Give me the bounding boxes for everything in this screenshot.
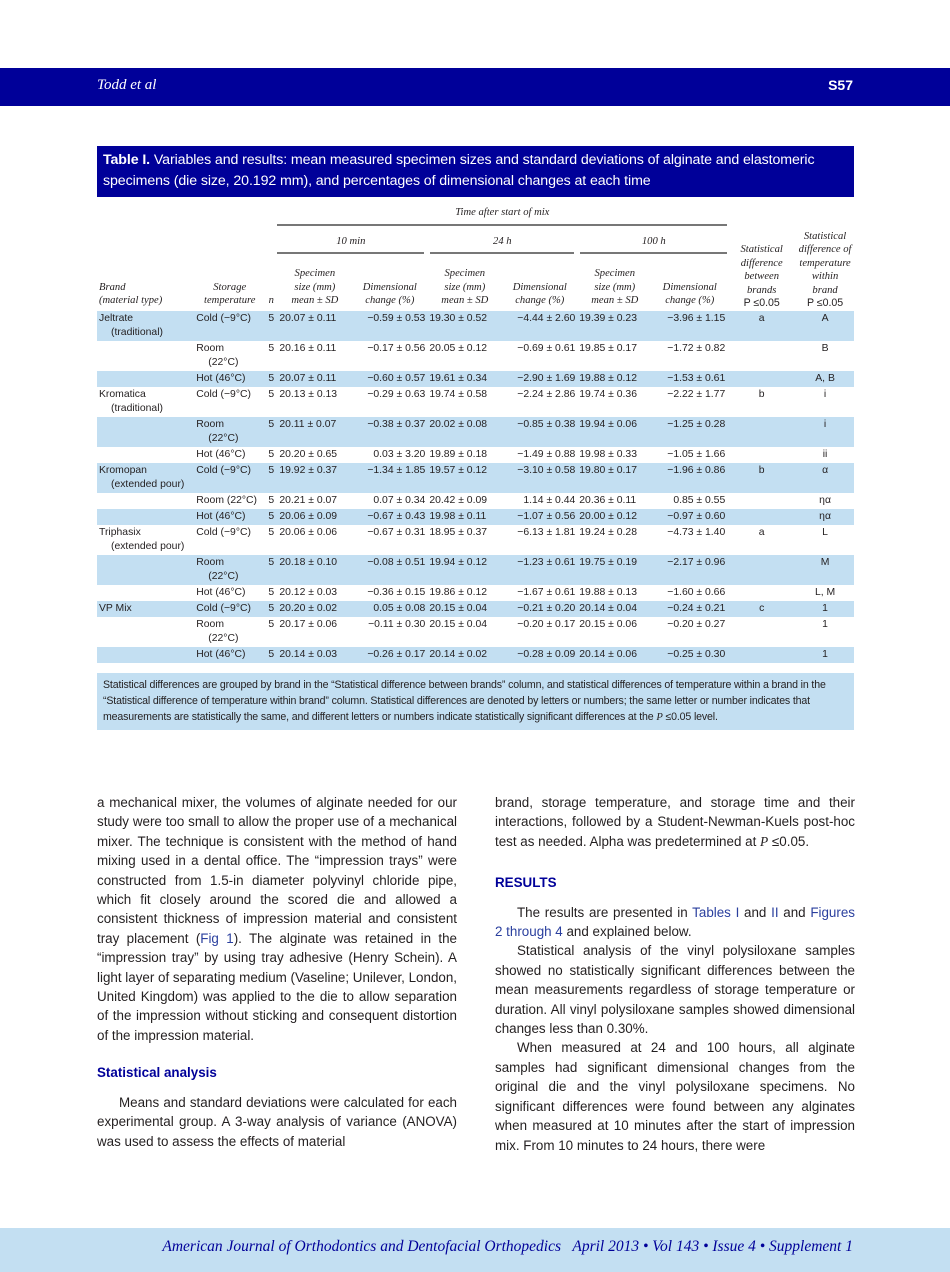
cell-d24: −3.10 ± 0.58 [502,463,577,493]
running-header [0,68,950,106]
table-row [97,387,854,417]
cell-within-brand: A [796,311,854,341]
cell-d10: −0.11 ± 0.30 [368,618,426,630]
paragraph: a mechanical mixer, the volumes of alginate needed for our study were too small to allow the proper use of a mechanical mixer. The technique is consistent with the method of hand mixing used in a dental office. The “impression trays” were constructed from 1.5-in diameter polyvinyl chloride pipe, which fit closely around the scored die and allowed a consistent thickness of impression material and consistent tray placement (Fig 1). The alginate was retained in the “impression tray” by using tray adhesive (Henry Schein). A light layer of separating medium (Vaseline; Unilever, London, United Kingdom) was applied to the die to allow separation of the impression without sticking and consequent distortion of the impression material. [97,795,458,1043]
cell-within-brand: α [796,463,854,493]
cell-brand [97,617,194,647]
header-storage-temp: Storage temperature [204,281,256,306]
header-within-brand: Statistical difference of temperature within brand P ≤0.05 [798,230,852,309]
cell-n: 5 [268,526,275,538]
cell-d10: −0.67 ± 0.31 [367,526,426,538]
cell-storage-temp: Room (22°C) [194,417,265,447]
cell-d100: −1.53 ± 0.61 [652,371,727,387]
cell-s100: 20.14 ± 0.04 [577,601,652,617]
cell-d10: −0.38 ± 0.37 [352,417,427,447]
cell-within-brand: i [796,417,854,447]
cell-storage-temp: Hot (46°C) [196,448,246,460]
running-header-authors: Todd et al [97,77,157,93]
cell-s100: 20.36 ± 0.11 [579,494,637,506]
table-title: Variables and results: mean measured specimen sizes and standard deviations of alginate and elastomeric specimens (die size, 20.192 mm), and percentages of dimensional changes at each time [103,152,815,189]
cell-n: 5 [268,494,275,506]
cell-within-brand: B [821,342,829,354]
table-row [97,417,854,447]
cell-d24: 1.14 ± 0.44 [523,494,576,506]
cell-n: 5 [265,647,277,663]
cell-d100: −2.22 ± 1.77 [667,388,726,400]
cell-d10: −0.17 ± 0.56 [367,342,426,354]
cell-storage-temp: Cold (−9°C) [194,463,265,493]
cell-d100: −1.96 ± 0.86 [652,463,727,493]
cell-brand: Jeltrate (traditional) [97,311,194,341]
cell-s10: 20.06 ± 0.09 [277,509,352,525]
cell-s24: 20.42 ± 0.09 [429,494,488,506]
paragraph: When measured at 24 and 100 hours, all alginate samples had significant dimensional changes from the original die and the vinyl polysiloxane specimens. No significant differences were found between any alginates when measured at 10 minutes after the start of impression mix. From 10 minutes to 24 hours, there were [495,1040,855,1153]
cell-d24: −6.13 ± 1.81 [517,526,576,538]
cell-within-brand: i [823,388,827,400]
header-size-100h: Specimen size (mm) mean ± SD [591,268,639,306]
cell-d24: −1.07 ± 0.56 [502,509,577,525]
cell-brand [97,509,194,525]
cell-brand [97,447,194,463]
spanner-time-after-mix: Time after start of mix [277,206,727,225]
cell-between-brands: b [727,463,796,493]
cell-brand [97,341,194,371]
cell-brand: VP Mix [97,601,194,617]
cell-storage-temp: Cold (−9°C) [196,388,251,400]
cell-within-brand: 1 [822,618,828,630]
cell-s100: 20.14 ± 0.06 [577,647,652,663]
section-heading-results: RESULTS [495,875,557,891]
cell-s10: 20.07 ± 0.11 [277,311,352,341]
cell-d100: −1.60 ± 0.66 [667,586,726,598]
cell-within-brand: ηα [796,509,854,525]
cell-between-brands [727,585,796,601]
cell-s100: 19.39 ± 0.23 [577,311,652,341]
cell-d100: −1.25 ± 0.28 [652,417,727,447]
cell-brand [97,555,194,585]
cell-n: 5 [265,417,277,447]
cell-between-brands: a [758,526,765,538]
cell-within-brand: ii [822,448,828,460]
group-10min: 10 min [277,230,427,254]
cell-storage-temp: Hot (46°C) [196,586,246,598]
table-row [97,585,854,601]
cell-within-brand: M [796,555,854,585]
cell-brand [97,417,194,447]
cell-s24: 19.57 ± 0.12 [427,463,502,493]
cell-d10: −1.34 ± 1.85 [352,463,427,493]
header-between-brands: Statistical difference between brands P ≤0.05 [740,244,783,309]
cell-n: 5 [268,388,275,400]
paragraph: Means and standard deviations were calculated for each experimental group. A 3-way analysis of variance (ANOVA) was used to assess the effects of material [97,1094,457,1149]
table-row [97,509,854,525]
cell-storage-temp: Cold (−9°C) [196,526,251,538]
cell-d10: −0.36 ± 0.15 [367,586,426,598]
cell-between-brands [727,447,796,463]
cell-n: 5 [265,555,277,585]
cell-n: 5 [265,509,277,525]
cell-s24: 18.95 ± 0.37 [429,526,488,538]
cell-n: 5 [268,618,275,630]
cell-storage-temp: Room (22°C) [194,555,265,585]
table-row [97,493,854,509]
table-footnote: Statistical differences are grouped by brand in the “Statistical difference between brands” column, and statistical differences of temperature within a brand in the “Statistical difference of temperature within brand” column. Statistical differences are denoted by letters or numbers; the same letter or number indicates that measurements are statistically the same, and different letters or numbers indicate statistically significant differences at the P ≤0.05 level. [97,673,854,730]
cell-d24: −0.69 ± 0.61 [517,342,576,354]
cell-s24: 20.15 ± 0.04 [429,618,488,630]
cell-s10: 20.20 ± 0.02 [277,601,352,617]
table-row [97,371,854,387]
cell-d10: 0.05 ± 0.08 [352,601,427,617]
cell-d24: −0.20 ± 0.17 [517,618,576,630]
cell-between-brands [727,417,796,447]
cell-between-brands: a [727,311,796,341]
cell-s10: 20.18 ± 0.10 [277,555,352,585]
cell-within-brand: 1 [796,647,854,663]
cell-d24: −0.21 ± 0.20 [502,601,577,617]
cell-d10: −0.60 ± 0.57 [352,371,427,387]
cell-d100: −0.24 ± 0.21 [652,601,727,617]
cell-brand [97,371,194,387]
tables-1-link[interactable]: Tables I [692,904,740,920]
cell-s10: 20.11 ± 0.07 [277,417,352,447]
cell-d100: −1.05 ± 1.66 [667,448,726,460]
header-size-10min: Specimen size (mm) mean ± SD [291,268,339,306]
cell-s100: 19.85 ± 0.17 [579,342,637,354]
figures-link[interactable]: Figures 2 through 4 [495,904,855,940]
cell-within-brand: A, B [796,371,854,387]
table-1 [97,146,854,730]
cell-d10: −0.08 ± 0.51 [352,555,427,585]
cell-between-brands [727,509,796,525]
body-column-right [495,793,855,1155]
group-24h: 24 h [427,230,577,254]
running-footer [0,1228,950,1272]
cell-brand: Triphasix (extended pour) [99,526,185,552]
cell-s100: 19.74 ± 0.36 [579,388,637,400]
cell-s10: 19.92 ± 0.37 [277,463,352,493]
cell-n: 5 [265,311,277,341]
cell-n: 5 [268,586,275,598]
cell-d10: 0.07 ± 0.34 [373,494,426,506]
cell-d100: −2.17 ± 0.96 [652,555,727,585]
body-column-left [97,793,457,1151]
cell-d24: −0.28 ± 0.09 [502,647,577,663]
table-row [97,601,854,617]
cell-s24: 19.89 ± 0.18 [429,448,488,460]
cell-storage-temp: Cold (−9°C) [194,311,265,341]
cell-n: 5 [265,371,277,387]
page-number: S57 [828,77,853,93]
cell-n: 5 [268,448,275,460]
cell-between-brands [727,647,796,663]
cell-between-brands [727,555,796,585]
paragraph: brand, storage temperature, and storage time and their interactions, followed by a Student-Newman-Kuels post-hoc test as needed. Alpha was predetermined at P ≤0.05. [495,795,855,849]
cell-d10: −0.67 ± 0.43 [352,509,427,525]
cell-d10: −0.59 ± 0.53 [352,311,427,341]
cell-storage-temp: Room (22°C) [196,618,239,644]
cell-storage-temp: Room (22°C) [196,342,239,368]
cell-s10: 20.06 ± 0.06 [279,526,338,538]
cell-s10: 20.20 ± 0.65 [279,448,338,460]
header-brand: Brand (material type) [99,281,163,306]
cell-within-brand: ηα [819,494,831,506]
cell-s24: 19.94 ± 0.12 [427,555,502,585]
header-n: n [268,295,274,306]
header-change-10min: Dimensional change (%) [362,281,417,306]
table-row [97,555,854,585]
cell-s24: 19.98 ± 0.11 [427,509,502,525]
cell-n: 5 [265,601,277,617]
cell-within-brand: L [822,526,828,538]
cell-d100: −0.97 ± 0.60 [652,509,727,525]
table-row [97,341,854,371]
cell-s10: 20.17 ± 0.06 [279,618,338,630]
table-row [97,311,854,341]
results-table [97,202,854,663]
cell-within-brand: L, M [814,586,836,598]
cell-n: 5 [268,342,275,354]
cell-d100: −3.96 ± 1.15 [652,311,727,341]
cell-d10: −0.29 ± 0.63 [367,388,426,400]
cell-s100: 19.75 ± 0.19 [577,555,652,585]
cell-brand [97,585,194,601]
cell-s24: 19.74 ± 0.58 [429,388,488,400]
header-change-24h: Dimensional change (%) [512,281,567,306]
table-row [97,463,854,493]
section-heading-statistical-analysis: Statistical analysis [97,1065,217,1081]
paragraph: Statistical analysis of the vinyl polysiloxane samples showed no statistically significant differences between the mean measurements regardless of storage temperature or duration. All vinyl polysiloxane samples showed dimensional changes less than 0.30%. [495,943,855,1037]
cell-d24: −1.49 ± 0.88 [517,448,576,460]
cell-s100: 20.00 ± 0.12 [577,509,652,525]
cell-s24: 20.14 ± 0.02 [427,647,502,663]
cell-s100: 19.94 ± 0.06 [577,417,652,447]
cell-d100: −1.72 ± 0.82 [667,342,726,354]
cell-storage-temp: Cold (−9°C) [194,601,265,617]
cell-brand [97,647,194,663]
cell-s10: 20.12 ± 0.03 [279,586,338,598]
cell-between-brands: b [758,388,765,400]
cell-s100: 20.15 ± 0.06 [579,618,637,630]
cell-s24: 20.15 ± 0.04 [427,601,502,617]
cell-d24: −2.24 ± 2.86 [517,388,576,400]
table-row [97,525,854,555]
cell-between-brands [727,341,796,371]
cell-s100: 19.24 ± 0.28 [579,526,637,538]
table-2-link[interactable]: II [771,904,779,920]
cell-s10: 20.13 ± 0.13 [279,388,338,400]
table-row [97,447,854,463]
cell-s24: 19.61 ± 0.34 [427,371,502,387]
cell-between-brands [727,371,796,387]
cell-s24: 20.02 ± 0.08 [427,417,502,447]
cell-s10: 20.14 ± 0.03 [277,647,352,663]
cell-d100: −0.20 ± 0.27 [667,618,726,630]
cell-storage-temp: Hot (46°C) [194,647,265,663]
cell-s10: 20.07 ± 0.11 [277,371,352,387]
cell-brand: Kromopan (extended pour) [97,463,194,493]
cell-storage-temp: Hot (46°C) [194,509,265,525]
header-change-100h: Dimensional change (%) [662,281,717,306]
cell-d100: 0.85 ± 0.55 [673,494,726,506]
cell-storage-temp: Room (22°C) [196,494,258,506]
cell-d10: 0.03 ± 3.20 [373,448,426,460]
cell-s24: 19.30 ± 0.52 [427,311,502,341]
cell-d10: −0.26 ± 0.17 [352,647,427,663]
cell-between-brands: c [727,601,796,617]
group-100h: 100 h [577,230,727,254]
header-size-24h: Specimen size (mm) mean ± SD [441,268,489,306]
cell-storage-temp: Hot (46°C) [194,371,265,387]
cell-d24: −0.85 ± 0.38 [502,417,577,447]
cell-s24: 19.86 ± 0.12 [429,586,488,598]
cell-d24: −4.44 ± 2.60 [502,311,577,341]
journal-citation: American Journal of Orthodontics and Dentofacial Orthopedics April 2013 • Vol 143 • Issue 4 • Supplement 1 [162,1238,853,1255]
cell-s100: 19.88 ± 0.12 [577,371,652,387]
cell-s100: 19.80 ± 0.17 [577,463,652,493]
fig-1-link[interactable]: Fig 1 [200,930,234,946]
cell-within-brand: 1 [796,601,854,617]
cell-d24: −1.23 ± 0.61 [502,555,577,585]
cell-d24: −2.90 ± 1.69 [502,371,577,387]
table-row [97,617,854,647]
cell-between-brands [727,617,796,647]
cell-between-brands [727,493,796,509]
table-caption [97,146,854,197]
cell-d24: −1.67 ± 0.61 [517,586,576,598]
table-label: Table I. [103,152,151,168]
cell-d100: −0.25 ± 0.30 [652,647,727,663]
cell-s100: 19.88 ± 0.13 [579,586,637,598]
paragraph: The results are presented in Tables I and II and Figures 2 through 4 and explained below. [495,904,855,940]
cell-n: 5 [265,463,277,493]
cell-s10: 20.16 ± 0.11 [279,342,337,354]
cell-s24: 20.05 ± 0.12 [429,342,488,354]
cell-brand [97,493,194,509]
cell-s10: 20.21 ± 0.07 [279,494,338,506]
cell-s100: 19.98 ± 0.33 [579,448,637,460]
table-row [97,647,854,663]
cell-d100: −4.73 ± 1.40 [667,526,726,538]
cell-brand: Kromatica (traditional) [99,388,163,414]
